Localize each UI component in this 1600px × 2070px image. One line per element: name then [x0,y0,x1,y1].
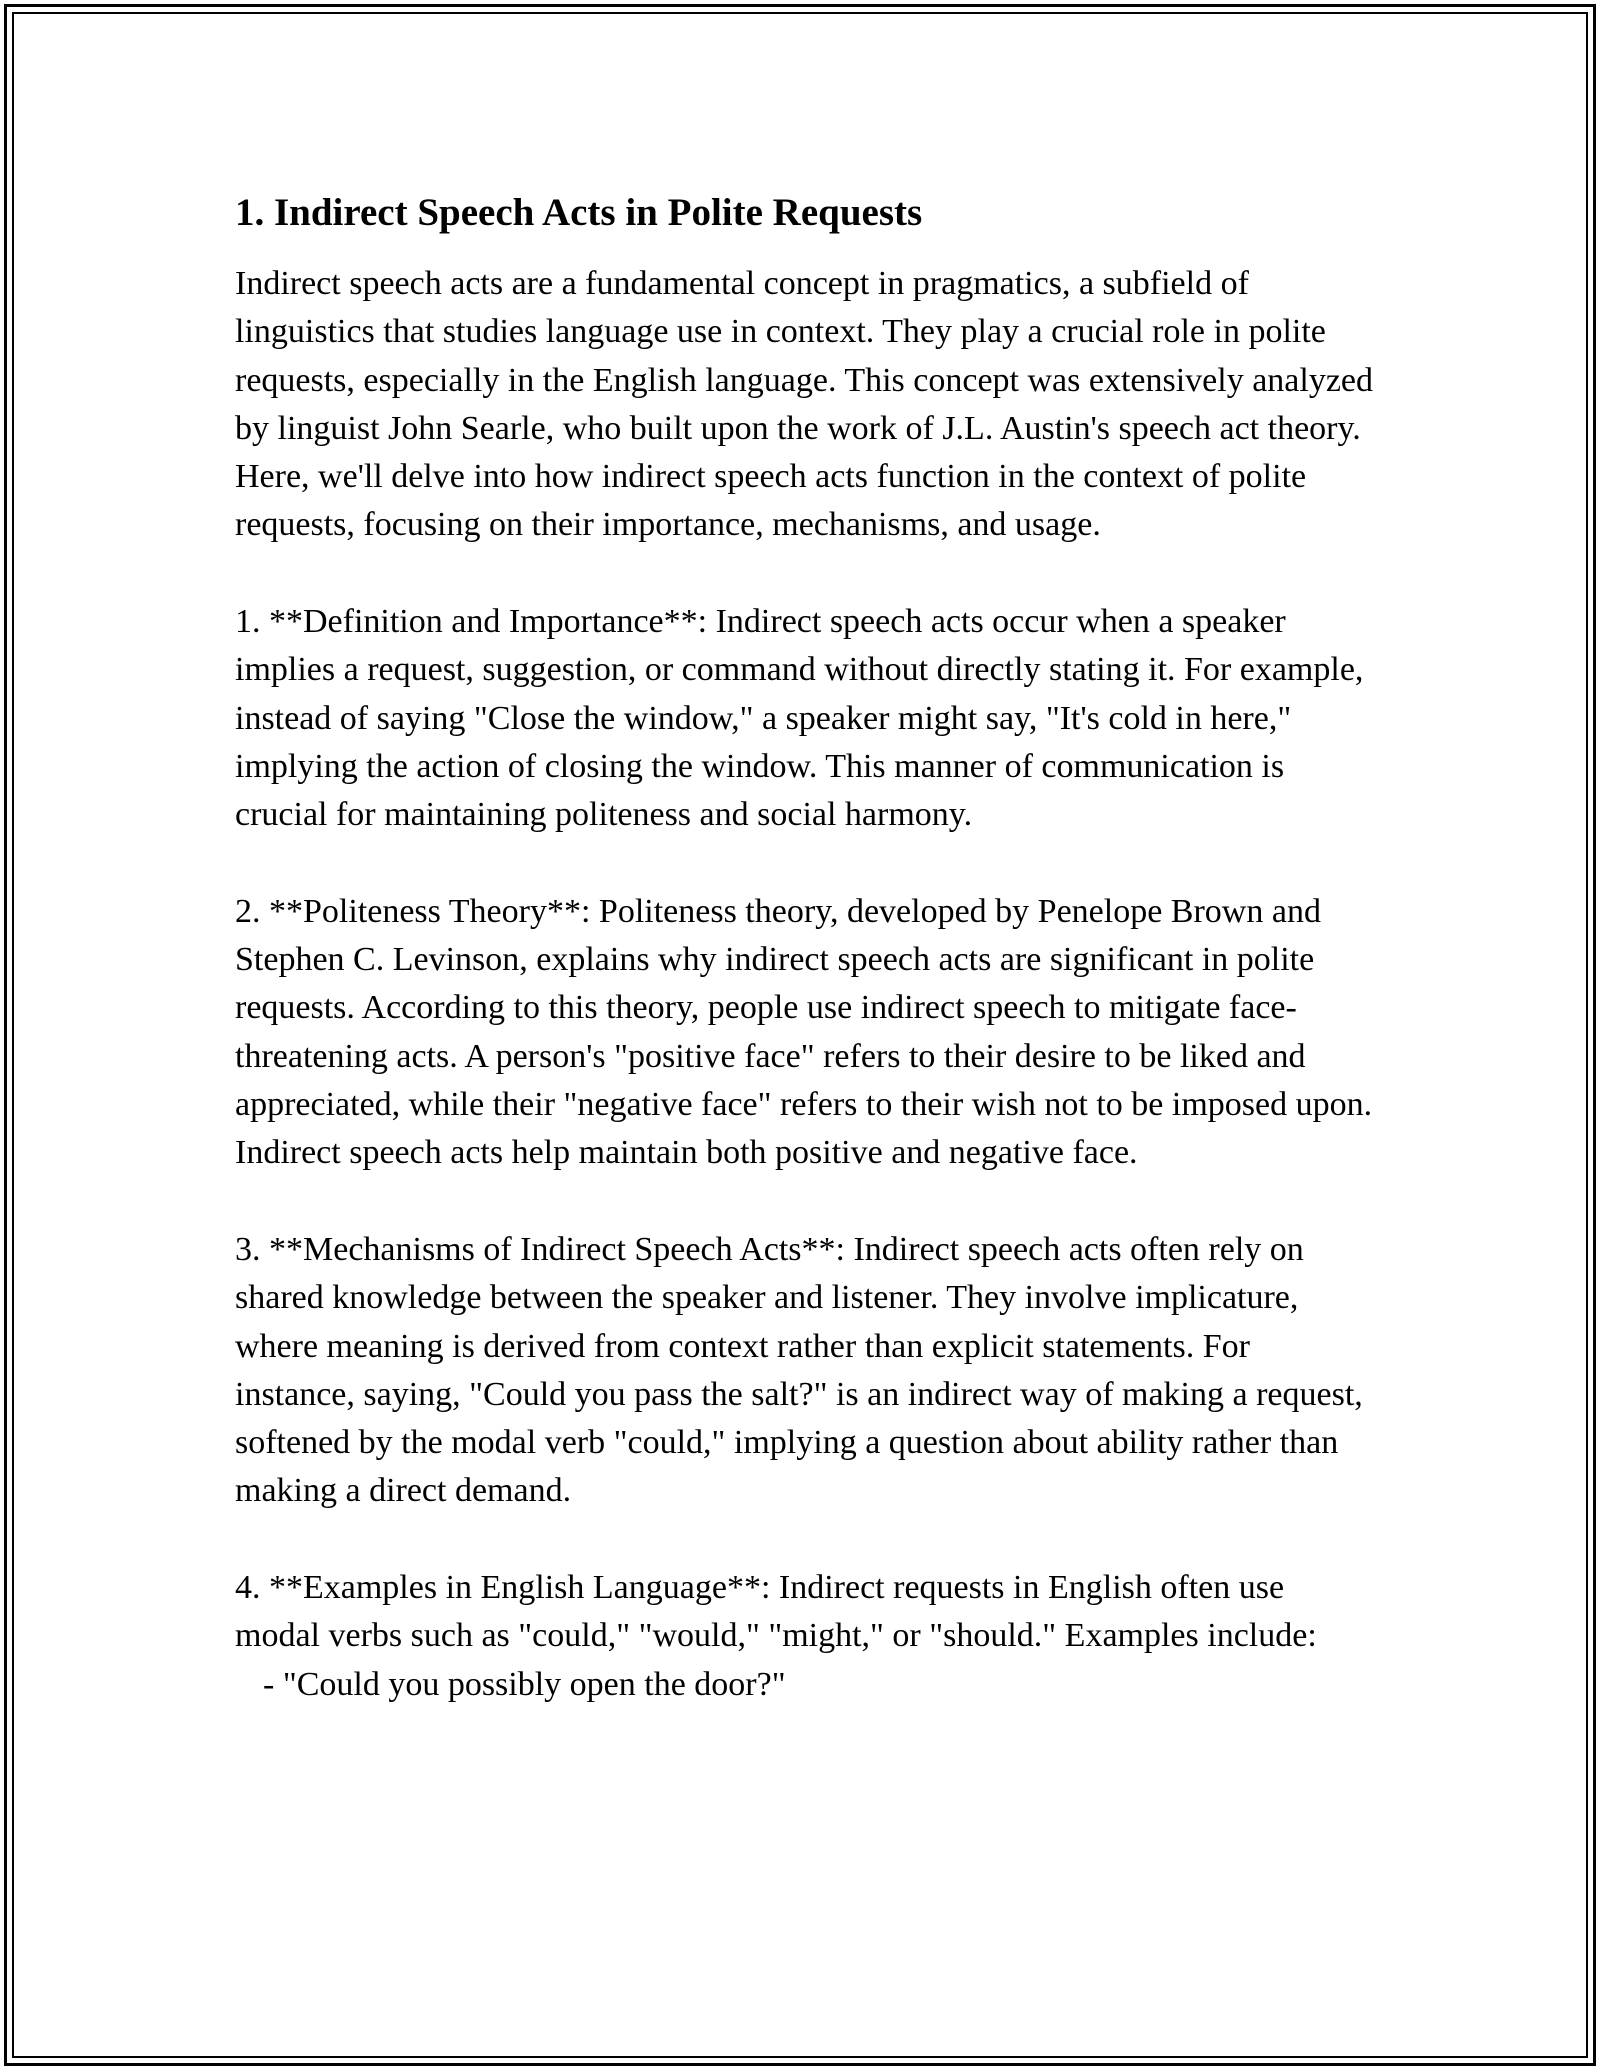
document-body [235,188,1382,1709]
mechanisms-paragraph: 3. **Mechanisms of Indirect Speech Acts**: Indirect speech acts often rely on shared knowledge between the speaker and listener. They involve implicature, where meaning is derived from context rather than explicit statements. For instance, saying, "Could you pass the salt?" is an indirect way of making a request, softened by the modal verb "could," implying a question about ability rather than making a direct demand. [235,1230,1372,1510]
section-heading: 1. Indirect Speech Acts in Polite Requests [235,191,923,234]
paragraph-spacer [235,840,1375,888]
paragraph-spacer [235,550,1375,598]
definition-paragraph: 1. **Definition and Importance**: Indirect speech acts occur when a speaker implies a request, suggestion, or command without directly stating it. For example, instead of saying "Close the window," a speaker might say, "It's cold in here," implying the action of closing the window. This manner of communication is crucial for maintaining politeness and social harmony. [235,603,1372,834]
example-list-item: - "Could you possibly open the door?" [263,1665,786,1703]
politeness-theory-paragraph: 2. **Politeness Theory**: Politeness theory, developed by Penelope Brown and Stephen C. Levinson, explains why indirect speech acts are significant in polite requests. According to this theory, people use indirect speech to mitigate face-threatening acts. A person's "positive face" refers to their desire to be liked and appreciated, while their "negative face" refers to their wish not to be imposed upon. Indirect speech acts help maintain both positive and negative face. [235,892,1381,1172]
paragraph-spacer [235,1178,1375,1226]
paragraph-spacer [235,1516,1375,1564]
examples-paragraph: 4. **Examples in English Language**: Indirect requests in English often use modal verbs such as "could," "would," "might," or "should." Examples include: [235,1569,1317,1655]
intro-paragraph: Indirect speech acts are a fundamental concept in pragmatics, a subfield of linguistics that studies language use in context. They play a crucial role in polite requests, especially in the English language. This concept was extensively analyzed by linguist John Searle, who built upon the work of J.L. Austin's speech act theory. Here, we'll delve into how indirect speech acts function in the context of polite requests, focusing on their importance, mechanisms, and usage. [235,265,1382,544]
